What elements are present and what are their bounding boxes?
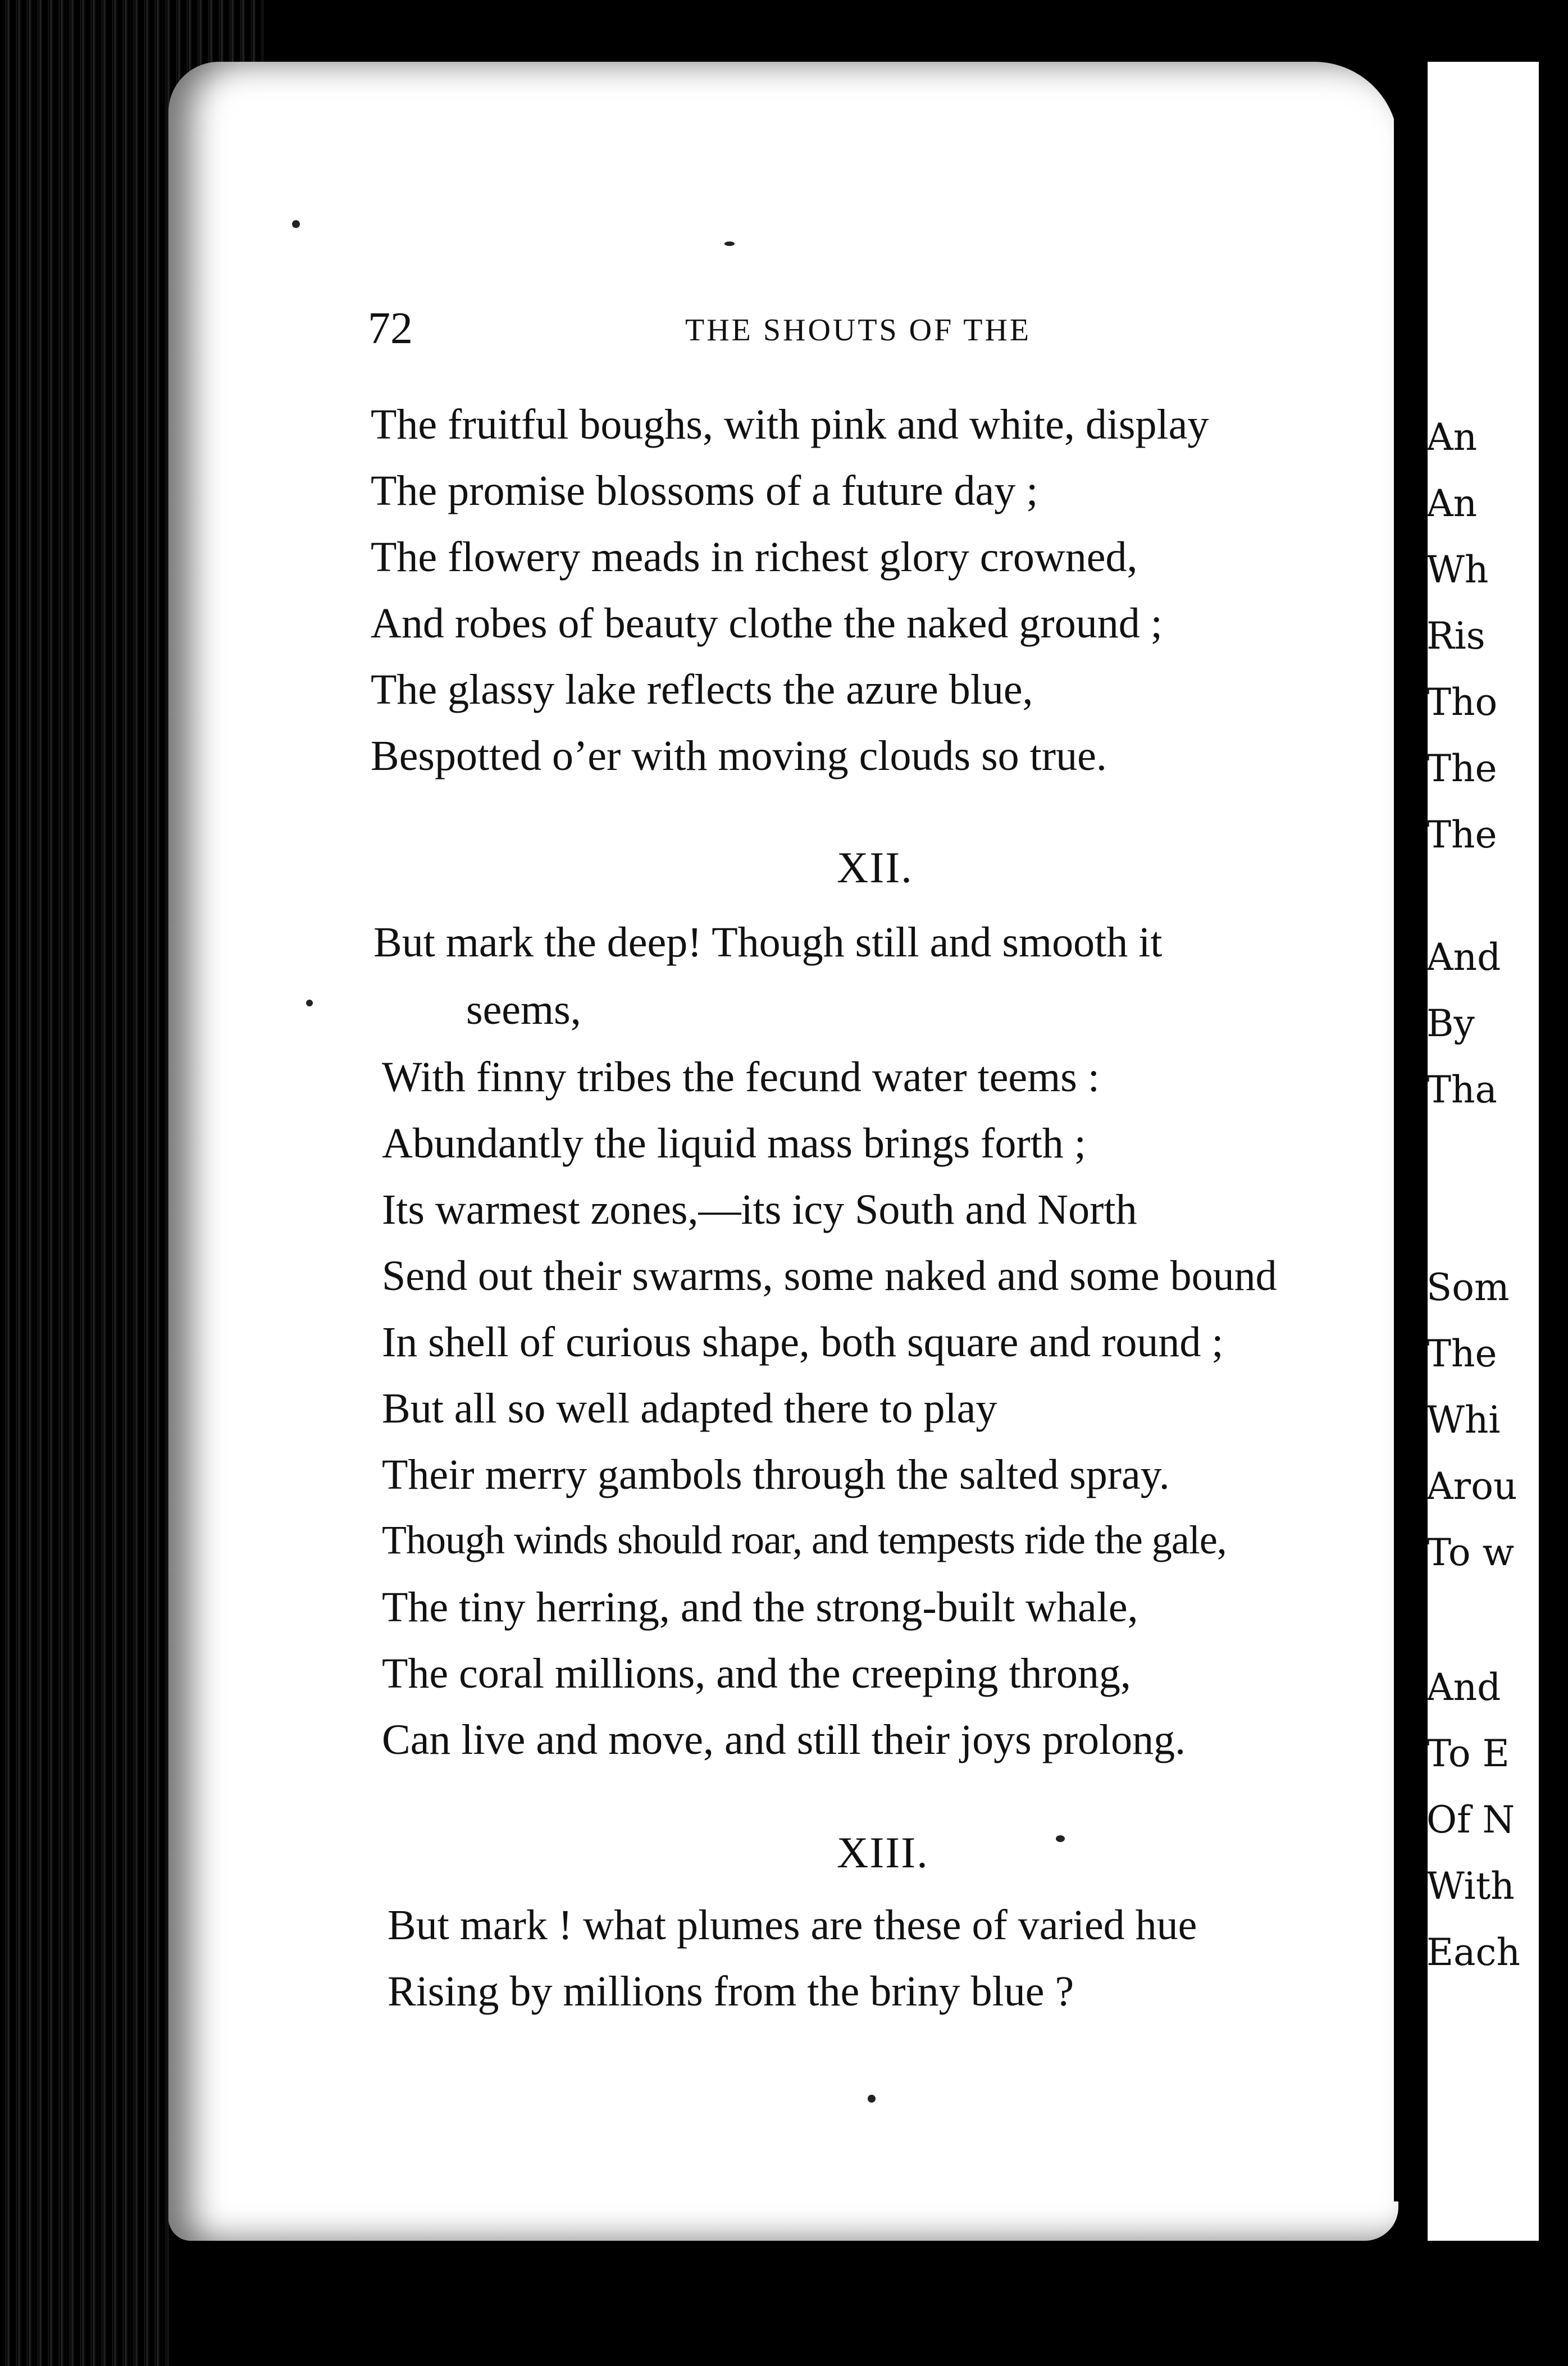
verse-line: And robes of beauty clothe the naked ground ;	[371, 600, 1163, 647]
verse-line: But mark ! what plumes are these of varied hue	[388, 1902, 1197, 1949]
sliver-fragment: Arou	[1426, 1465, 1517, 1508]
verse-line: But all so well adapted there to play	[382, 1385, 997, 1432]
sliver-fragment: The	[1426, 1332, 1497, 1375]
sliver-fragment: Of N	[1426, 1798, 1515, 1841]
scan-speck	[724, 241, 735, 246]
verse-line: The tiny herring, and the strong-built whale,	[382, 1584, 1138, 1631]
page-bottom-edge	[168, 2224, 1539, 2366]
stanza-number: XIII.	[837, 1828, 929, 1877]
sliver-fragment: With	[1426, 1864, 1515, 1908]
next-page-sliver	[1415, 62, 1539, 2241]
verse-line: The glassy lake reflects the azure blue,	[371, 666, 1033, 713]
scan-speck	[868, 2095, 876, 2103]
sliver-fragment: Wh	[1426, 548, 1489, 591]
verse-line: Bespotted o’er with moving clouds so true.	[371, 732, 1107, 779]
sliver-fragment: Tho	[1426, 681, 1498, 724]
page-number: 72	[368, 304, 413, 353]
sliver-fragment: Tha	[1426, 1068, 1497, 1111]
stanza-number: XII.	[837, 843, 913, 892]
verse-line: Though winds should roar, and tempests ride the gale,	[382, 1517, 1227, 1562]
next-page-edge	[1415, 62, 1428, 2241]
sliver-fragment: Ris	[1426, 614, 1485, 658]
sliver-fragment: And	[1426, 1666, 1501, 1709]
verse-line: In shell of curious shape, both square and round ;	[382, 1319, 1224, 1366]
verse-line: Rising by millions from the briny blue ?	[388, 1968, 1074, 2015]
sliver-fragment: Som	[1426, 1266, 1510, 1309]
sliver-fragment: The	[1426, 813, 1497, 856]
sliver-fragment: Each	[1426, 1931, 1520, 1974]
sliver-fragment: Whi	[1426, 1398, 1501, 1442]
verse-line: The flowery meads in richest glory crowned,	[371, 534, 1138, 581]
verse-line: Abundantly the liquid mass brings forth ;	[382, 1120, 1086, 1167]
page-gutter	[1394, 79, 1400, 2201]
sliver-fragment: And	[1426, 936, 1501, 979]
sliver-fragment: To E	[1426, 1732, 1510, 1775]
verse-line: The promise blossoms of a future day ;	[371, 467, 1038, 514]
verse-line: With finny tribes the fecund water teems :	[382, 1054, 1100, 1101]
verse-line: Their merry gambols through the salted spray.	[382, 1451, 1170, 1498]
sliver-fragment: By	[1426, 1002, 1475, 1045]
sliver-fragment: An	[1426, 482, 1478, 525]
verse-line: Its warmest zones,—its icy South and North	[382, 1186, 1137, 1233]
verse-line: The coral millions, and the creeping throng,	[382, 1650, 1131, 1697]
sliver-fragment: The	[1426, 747, 1497, 790]
running-head: THE SHOUTS OF THE	[685, 313, 1032, 348]
verse-line: The fruitful boughs, with pink and white, display	[371, 401, 1209, 448]
verse-line: But mark the deep! Though still and smooth it	[373, 919, 1163, 966]
sliver-fragment: An	[1426, 416, 1478, 459]
scan-speck	[292, 220, 300, 228]
verse-line: Can live and move, and still their joys prolong.	[382, 1716, 1186, 1763]
verse-line: Send out their swarms, some naked and some bound	[382, 1252, 1277, 1300]
sliver-fragment: To w	[1426, 1531, 1515, 1574]
scan-speck	[306, 1000, 313, 1006]
scan-speck	[1056, 1835, 1065, 1842]
verse-line: seems,	[466, 986, 581, 1033]
